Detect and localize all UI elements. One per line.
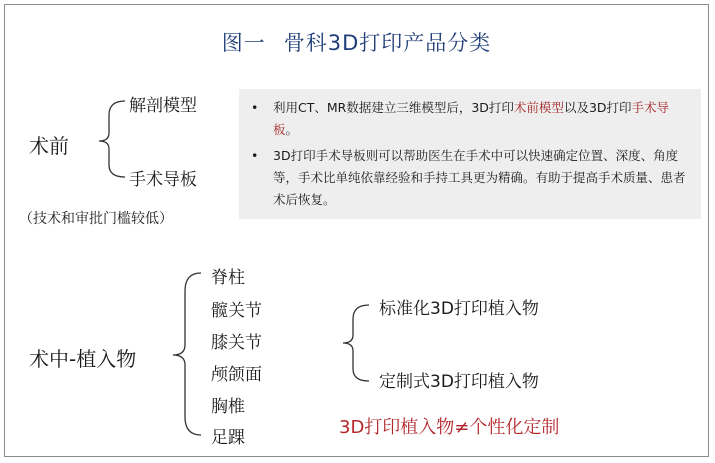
- implant-type-customized: 定制式3D打印植入物: [379, 372, 539, 392]
- bullet-1-text-c: 。: [285, 122, 299, 137]
- implant-item-knee: 膝关节: [211, 333, 262, 353]
- note-bullet-1: [249, 97, 689, 141]
- implant-item-thoracic: 胸椎: [211, 397, 245, 417]
- bullet-2-text: 3D打印手术导板则可以帮助医生在手术中可以快速确定位置、深度、角度等，手术比单纯依靠经验和手持工具更为精确。有助于提高手术质量、患者术后恢复。: [273, 148, 686, 207]
- bullet-1-highlight-b: 手术导板: [273, 100, 670, 137]
- bullet-1-highlight-a: 术前模型: [513, 100, 564, 115]
- pre-op-label: 术前: [29, 134, 69, 158]
- bullet-1-text-b: 以及3D打印: [563, 100, 632, 115]
- intra-op-brace: [173, 273, 201, 435]
- pre-op-note: （技术和审批门槛较低）: [19, 211, 173, 227]
- implant-item-hip: 髋关节: [211, 301, 262, 321]
- pre-op-notes-box: [239, 89, 701, 219]
- implant-item-craniomaxillofacial: 颅颌面: [211, 365, 262, 385]
- implant-slogan: 3D打印植入物≠个性化定制: [339, 417, 560, 438]
- implant-item-foot-ankle: 足踝: [211, 428, 245, 448]
- pre-op-item-anatomical-model: 解剖模型: [129, 96, 197, 116]
- implant-type-standardized: 标准化3D打印植入物: [379, 299, 539, 319]
- note-bullet-2: [249, 145, 689, 211]
- bullet-dot-icon: •: [251, 100, 259, 115]
- types-brace: [343, 305, 369, 381]
- braces-layer: [5, 5, 710, 458]
- title-text: 骨科3D打印产品分类: [283, 31, 492, 55]
- bullet-1-text-a: 利用CT、MR数据建立三维模型后，3D打印: [273, 100, 514, 115]
- implant-item-spine: 脊柱: [211, 268, 245, 288]
- bullet-dot-icon: •: [251, 148, 259, 163]
- title-number: 图一: [221, 31, 266, 55]
- pre-op-item-surgical-guide: 手术导板: [129, 170, 197, 190]
- intra-op-label: 术中-植入物: [29, 347, 137, 371]
- diagram-frame: [4, 4, 709, 457]
- pre-op-brace: [99, 101, 125, 177]
